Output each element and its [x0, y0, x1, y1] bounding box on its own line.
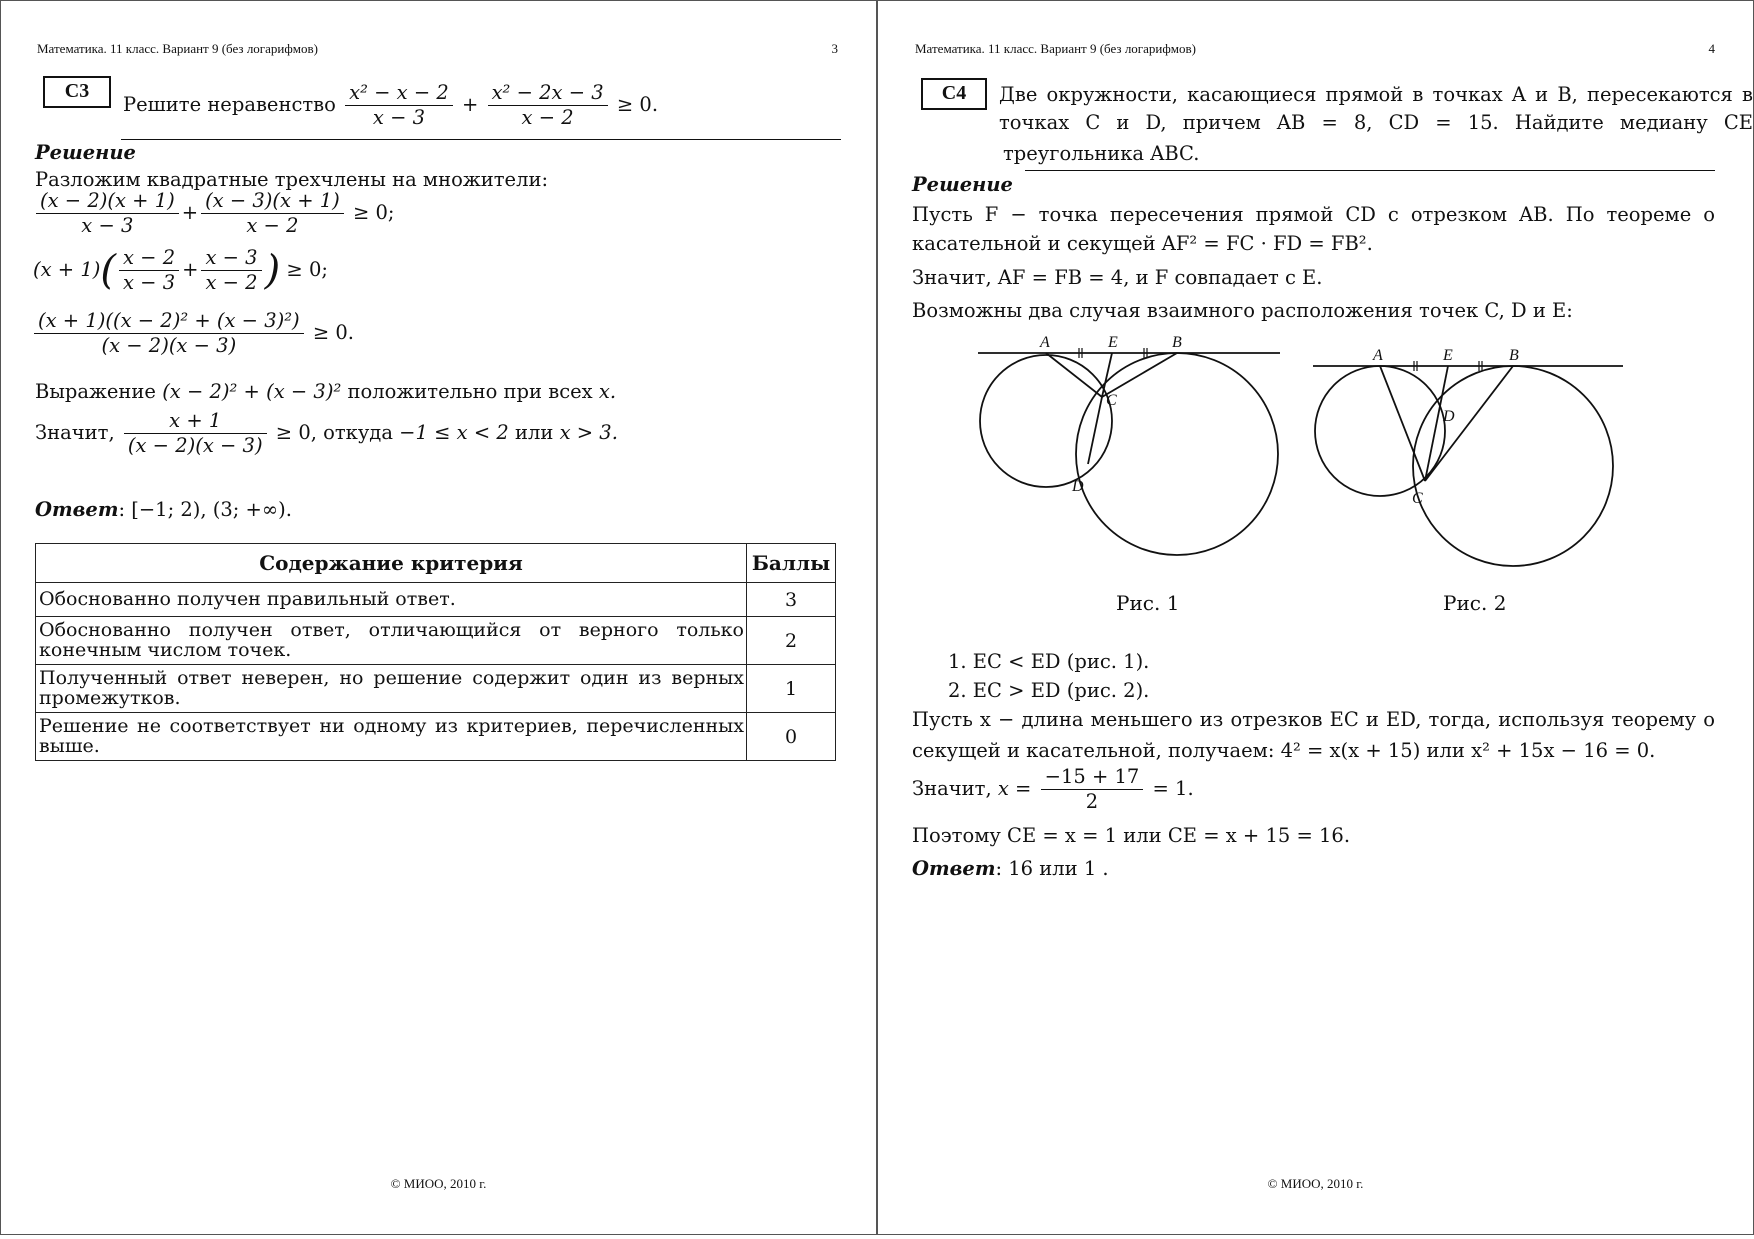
criterion-text: Обоснованно получен ответ, отличающийся от верного только конечным числом точек.: [36, 617, 747, 665]
answer-value: : 16 или 1 .: [995, 857, 1109, 880]
criterion-score: 3: [747, 583, 836, 617]
task-label-c4: С4: [921, 78, 987, 110]
fraction: [201, 189, 344, 238]
figure-2: [1313, 341, 1633, 576]
numerator: x² − 2x − 3: [488, 81, 608, 106]
case-item: 2. EC > ED (рис. 2).: [948, 679, 1150, 702]
figure-1: [978, 331, 1298, 576]
page-number: 3: [831, 41, 838, 56]
solution-line: касательной и секущей AF² = FC · FD = FB².: [912, 232, 1373, 255]
inequality-tail: ≥ 0;: [352, 201, 395, 224]
math: x.: [598, 380, 617, 403]
column-header: Содержание критерия: [36, 544, 747, 583]
fraction: [119, 246, 179, 295]
task-label-c3: С3: [43, 76, 111, 108]
text: = 1.: [1152, 777, 1194, 800]
label-E: E: [1108, 334, 1118, 351]
solution-step-3: [31, 309, 354, 358]
large-circle: [1413, 366, 1613, 566]
segment-EC: [1102, 353, 1112, 397]
label-D: D: [1443, 408, 1455, 425]
numerator: (x + 1)((x − 2)² + (x − 3)²): [34, 309, 304, 334]
factor: (x + 1): [33, 258, 101, 281]
fraction: [488, 81, 608, 130]
answer-line: [35, 497, 292, 523]
page-footer: © МИОО, 2010 г.: [1267, 1176, 1364, 1191]
inequality-tail: ≥ 0.: [312, 321, 355, 344]
solution-step-1: [33, 189, 395, 238]
large-circle: [1076, 353, 1278, 555]
column-header: Баллы: [747, 544, 836, 583]
fraction: [36, 189, 179, 238]
answer-label: Ответ: [912, 857, 996, 880]
solution-line: Возможны два случая взаимного расположения точек C, D и E:: [912, 299, 1573, 322]
numerator: x + 1: [124, 409, 267, 434]
criterion-text: Решение не соответствует ни одному из критериев, перечисленных выше.: [36, 713, 747, 761]
solution-label: Решение: [912, 173, 1013, 196]
segment-CD: [1088, 397, 1102, 464]
page-left: [0, 0, 877, 1235]
text: положительно при всех: [347, 380, 593, 403]
math: (x − 2)² + (x − 3)²: [162, 380, 342, 403]
numerator: (x − 2)(x + 1): [36, 189, 179, 214]
plus-sign: +: [462, 93, 479, 116]
figure-1-caption: Рис. 1: [1116, 591, 1180, 615]
denominator: (x − 2)(x − 3): [127, 434, 263, 457]
conclusion-line: [35, 409, 618, 458]
header-title: Математика. 11 класс. Вариант 9 (без логарифмов): [915, 41, 1196, 56]
label-A: A: [1040, 334, 1050, 351]
answer-value: : [−1; 2), (3; +∞).: [118, 498, 292, 521]
fraction: [34, 309, 304, 358]
solution-line: Значит, AF = FB = 4, и F совпадает с E.: [912, 266, 1323, 289]
fraction: [124, 409, 267, 458]
criterion-text: Полученный ответ неверен, но решение содержит один из верных промежутков.: [36, 665, 747, 713]
criterion-text: Обоснованно получен правильный ответ.: [36, 583, 747, 617]
label-B: B: [1509, 347, 1519, 364]
text: Значит,: [35, 421, 115, 444]
criterion-score: 2: [747, 617, 836, 665]
fraction: [1041, 765, 1144, 814]
plus-sign: +: [182, 258, 199, 281]
page-right: [877, 0, 1754, 1235]
label-E: E: [1443, 347, 1453, 364]
solution-line: Пусть x − длина меньшего из отрезков EC и ED, тогда, используя теорему о: [912, 708, 1715, 731]
text: Выражение: [35, 380, 156, 403]
statement-rule: [1025, 170, 1715, 171]
task-line: Две окружности, касающиеся прямой в точках A и B, пересекаются в: [999, 83, 1753, 106]
task-line: треугольника ABC.: [1003, 142, 1200, 165]
page-footer: © МИОО, 2010 г.: [390, 1176, 487, 1191]
page-header: [37, 41, 838, 57]
text: ≥ 0, откуда: [275, 421, 393, 444]
fraction: [201, 246, 261, 295]
task-intro: Решите неравенство: [123, 93, 336, 116]
figure-2-caption: Рис. 2: [1443, 591, 1507, 615]
math: −1 ≤ x < 2: [399, 421, 509, 444]
denominator: x − 3: [122, 271, 176, 294]
numerator: x − 2: [119, 246, 179, 271]
answer-label: Ответ: [35, 498, 119, 521]
table-row: [36, 583, 836, 617]
inequality-tail: ≥ 0.: [616, 93, 659, 116]
denominator: (x − 2)(x − 3): [101, 334, 237, 357]
numerator: x² − x − 2: [345, 81, 453, 106]
small-circle: [980, 355, 1112, 487]
criterion-score: 0: [747, 713, 836, 761]
segment-BC: [1425, 366, 1513, 481]
answer-line: [912, 856, 1109, 882]
numerator: (x − 3)(x + 1): [201, 189, 344, 214]
solution-line: Поэтому CE = x = 1 или CE = x + 15 = 16.: [912, 824, 1351, 847]
solution-line: Разложим квадратные трехчлены на множители:: [35, 168, 549, 191]
solution-step-2: [33, 246, 328, 295]
denominator: x − 2: [205, 271, 258, 294]
label-A: A: [1373, 347, 1383, 364]
numerator: x − 3: [201, 246, 261, 271]
math: x =: [997, 777, 1032, 800]
statement-rule: [121, 139, 841, 140]
solution-line: Пусть F − точка пересечения прямой CD с отрезком AB. По теореме о: [912, 203, 1715, 226]
segment-AC: [1380, 366, 1425, 481]
denominator: 2: [1085, 790, 1099, 813]
table-row: [36, 617, 836, 665]
criteria-table: [35, 543, 836, 761]
expression-line: [35, 379, 616, 405]
label-C: C: [1412, 490, 1423, 507]
table-header-row: [36, 544, 836, 583]
numerator: −15 + 17: [1041, 765, 1144, 790]
denominator: x − 2: [246, 214, 299, 237]
denominator: x − 2: [521, 106, 574, 129]
text: или: [514, 421, 554, 444]
task-statement: [123, 81, 658, 130]
solution-line: секущей и касательной, получаем: 4² = x(x + 15) или x² + 15x − 16 = 0.: [912, 739, 1656, 762]
page-number: 4: [1708, 41, 1715, 56]
case-item: 1. EC < ED (рис. 1).: [948, 650, 1150, 673]
solution-label: Решение: [35, 141, 136, 164]
text: Значит,: [912, 777, 992, 800]
plus-sign: +: [181, 201, 199, 224]
denominator: x − 3: [81, 214, 134, 237]
paren-open: (: [100, 247, 116, 294]
paren-close: ): [264, 247, 281, 294]
header-title: Математика. 11 класс. Вариант 9 (без логарифмов): [37, 41, 318, 56]
table-row: [36, 713, 836, 761]
math: x > 3.: [559, 421, 618, 444]
label-D: D: [1072, 478, 1084, 495]
fraction: [345, 81, 453, 130]
denominator: x − 3: [372, 106, 426, 129]
label-C: C: [1106, 392, 1117, 409]
page-header: [915, 41, 1715, 57]
label-B: B: [1172, 334, 1182, 351]
criterion-score: 1: [747, 665, 836, 713]
inequality-tail: ≥ 0;: [286, 258, 328, 281]
table-row: [36, 665, 836, 713]
x-value-line: [912, 765, 1194, 814]
task-line: точках C и D, причем AB = 8, CD = 15. Найдите медиану CE: [999, 111, 1753, 134]
